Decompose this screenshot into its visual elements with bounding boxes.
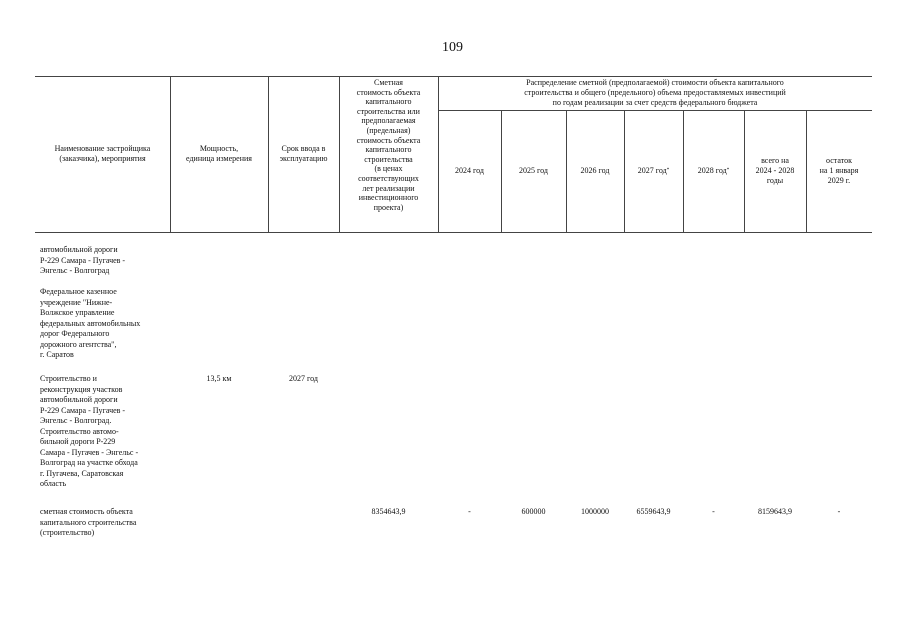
header-year-2028: 2028 год * bbox=[697, 166, 730, 175]
header-rest: остаток на 1 января 2029 г. bbox=[819, 156, 859, 185]
table-header-bottom-border bbox=[35, 232, 872, 233]
header-total: всего на 2024 - 2028 годы bbox=[755, 156, 795, 185]
cost-value: 8354643,9 bbox=[371, 507, 406, 516]
customer-name: Федеральное казенное учреждение "Нижне- Волжское управление федеральных автомобильных дорог Федерального дорожного агентства", г. Саратов bbox=[40, 287, 141, 359]
cost-row-label: сметная стоимость объекта капитального строительства (строительство) bbox=[40, 507, 137, 537]
project-name: Строительство и реконструкция участков автомобильной дороги Р-229 Самара - Пугачев - Энгельс - Волгоград. Строительство автомо- бильной дороги Р-229 Самара - Пугачев - Энгельс - Волгоград на участке обхода г. Пугачева, Саратовская область bbox=[40, 374, 139, 488]
header-distribution: Распределение сметной (предполагаемой) стоимости объекта капитального строительства и общего (предельного) объема предоставляемых инвестиций по годам реализации за счет средств федерального бюджета bbox=[524, 78, 786, 107]
header-year-2025: 2025 год bbox=[519, 166, 548, 175]
header-term: Срок ввода в эксплуатацию bbox=[279, 144, 328, 163]
header-cost: Сметная стоимость объекта капитального строительства или предполагаемая (предельная) стоимость объекта капитального строительства (в ценах соответствующих лет реализации инвестиционного проекта) bbox=[356, 78, 421, 212]
header-year-2024: 2024 год bbox=[455, 166, 484, 175]
project-term: 2027 год bbox=[289, 374, 318, 383]
header-capacity: Мощность, единица измерения bbox=[186, 144, 252, 163]
cost-total: 8159643,9 bbox=[758, 507, 792, 516]
cost-2024: - bbox=[468, 507, 471, 516]
cost-2027: 6559643,9 bbox=[636, 507, 671, 516]
header-year-2026: 2026 год bbox=[580, 166, 610, 175]
cost-rest: - bbox=[837, 507, 841, 516]
project-capacity: 13,5 км bbox=[206, 374, 232, 383]
road-name-continuation: автомобильной дороги Р-229 Самара - Пугачев - Энгельс - Волгоград bbox=[40, 245, 126, 275]
header-year-2027: 2027 год * bbox=[637, 166, 670, 175]
page-number: 109 bbox=[442, 40, 463, 55]
cost-2026: 1000000 bbox=[581, 507, 609, 516]
cost-2028: - bbox=[712, 507, 715, 516]
cost-2025: 600000 bbox=[521, 507, 546, 516]
header-name: Наименование застройщика (заказчика), мероприятия bbox=[54, 144, 151, 163]
